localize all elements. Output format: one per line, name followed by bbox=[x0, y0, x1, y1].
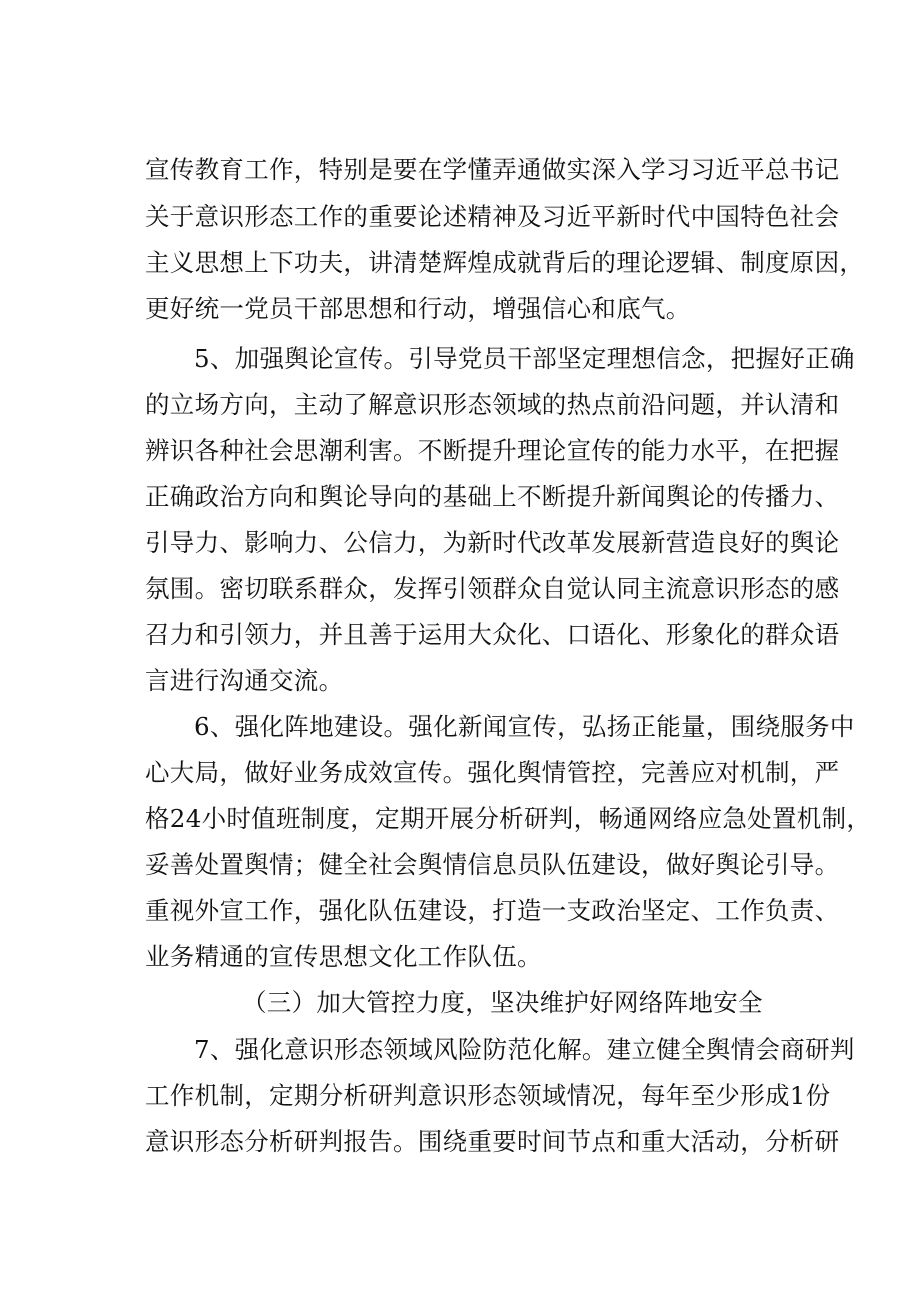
paragraph-line: 7、强化意识形态领域风险防范化解。建立健全舆情会商研判 bbox=[194, 1035, 855, 1064]
paragraph-line: 言进行沟通交流。 bbox=[145, 666, 344, 695]
paragraph-line: 重视外宣工作，强化队伍建设，打造一支政治坚定、工作负责、 bbox=[145, 896, 840, 925]
paragraph-line: 更好统一党员干部思想和行动，增强信心和底气。 bbox=[145, 294, 691, 323]
paragraph-line: 业务精通的宣传思想文化工作队伍。 bbox=[145, 942, 542, 971]
paragraph-line: 妥善处置舆情；健全社会舆情信息员队伍建设，做好舆论引导。 bbox=[145, 850, 840, 879]
paragraph-line: 的立场方向，主动了解意识形态领域的热点前沿问题，并认清和 bbox=[145, 390, 840, 419]
section-heading: （三）加大管控力度，坚决维护好网络阵地安全 bbox=[242, 988, 763, 1017]
paragraph-line: 关于意识形态工作的重要论述精神及习近平新时代中国特色社会 bbox=[145, 202, 840, 231]
paragraph-line: 6、强化阵地建设。强化新闻宣传，弘扬正能量，围绕服务中 bbox=[194, 712, 855, 741]
paragraph-line: 召力和引领力，并且善于运用大众化、口语化、形象化的群众语 bbox=[145, 620, 840, 649]
paragraph-line: 意识形态分析研判报告。围绕重要时间节点和重大活动，分析研 bbox=[145, 1127, 840, 1156]
paragraph-line: 主义思想上下功夫，讲清楚辉煌成就背后的理论逻辑、制度原因， bbox=[145, 248, 865, 277]
paragraph-line: 格24小时值班制度，定期开展分析研判，畅通网络应急处置机制， bbox=[145, 804, 872, 833]
paragraph-line: 氛围。密切联系群众，发挥引领群众自觉认同主流意识形态的感 bbox=[145, 574, 840, 603]
paragraph-line: 引导力、影响力、公信力，为新时代改革发展新营造良好的舆论 bbox=[145, 528, 840, 557]
paragraph-line: 工作机制，定期分析研判意识形态领域情况，每年至少形成1份 bbox=[145, 1081, 831, 1110]
paragraph-line: 正确政治方向和舆论导向的基础上不断提升新闻舆论的传播力、 bbox=[145, 482, 840, 511]
paragraph-line: 宣传教育工作，特别是要在学懂弄通做实深入学习习近平总书记 bbox=[145, 155, 840, 184]
paragraph-line: 心大局，做好业务成效宣传。强化舆情管控，完善应对机制，严 bbox=[145, 758, 840, 787]
paragraph-line: 5、加强舆论宣传。引导党员干部坚定理想信念，把握好正确 bbox=[194, 344, 855, 373]
paragraph-line: 辨识各种社会思潮利害。不断提升理论宣传的能力水平，在把握 bbox=[145, 436, 840, 465]
